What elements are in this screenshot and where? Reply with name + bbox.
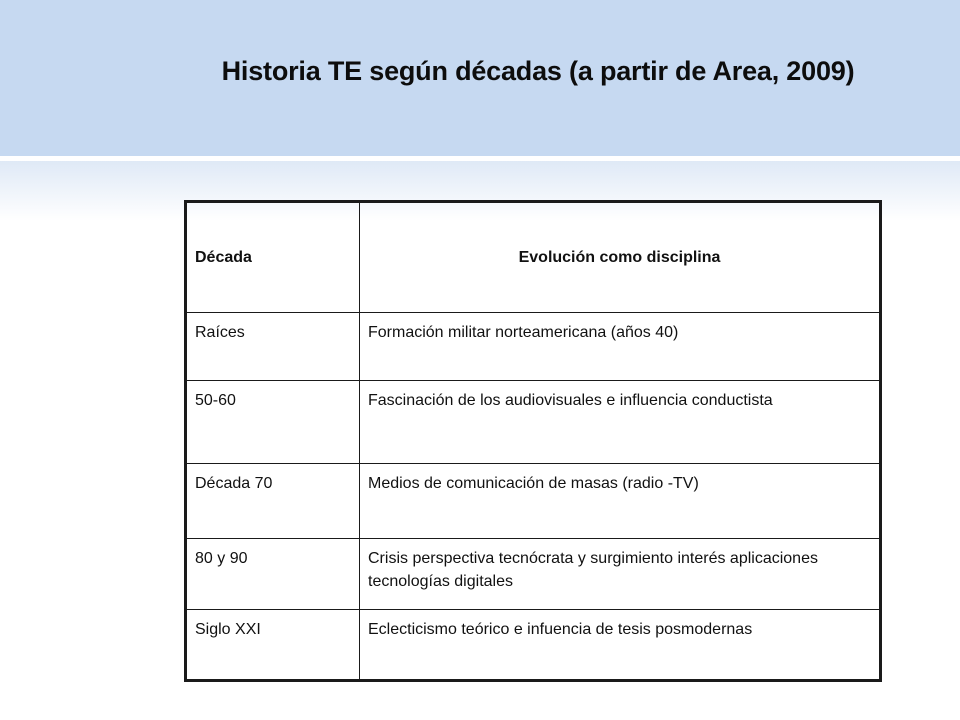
table-row	[186, 313, 881, 381]
decade-cell: Década 70	[186, 464, 360, 539]
table-header-row	[186, 202, 881, 313]
header-evolution: Evolución como disciplina	[360, 202, 881, 313]
decade-cell: Raíces	[186, 313, 360, 381]
table-row	[186, 610, 881, 681]
evolution-cell: Fascinación de los audiovisuales e influencia conductista	[360, 381, 881, 464]
table-row	[186, 464, 881, 539]
evolution-cell: Crisis perspectiva tecnócrata y surgimiento interés aplicaciones tecnologías digitales	[360, 539, 881, 610]
evolution-cell: Formación militar norteamericana (años 40)	[360, 313, 881, 381]
table-row	[186, 539, 881, 610]
header-decade: Década	[186, 202, 360, 313]
slide-title: Historia TE según décadas (a partir de Area, 2009)	[221, 56, 855, 86]
table-row	[186, 381, 881, 464]
evolution-cell: Medios de comunicación de masas (radio -TV)	[360, 464, 881, 539]
decade-cell: 50-60	[186, 381, 360, 464]
decade-cell: Siglo XXI	[186, 610, 360, 681]
evolution-cell: Eclecticismo teórico e infuencia de tesis posmodernas	[360, 610, 881, 681]
decades-table	[184, 200, 882, 682]
decade-cell: 80 y 90	[186, 539, 360, 610]
